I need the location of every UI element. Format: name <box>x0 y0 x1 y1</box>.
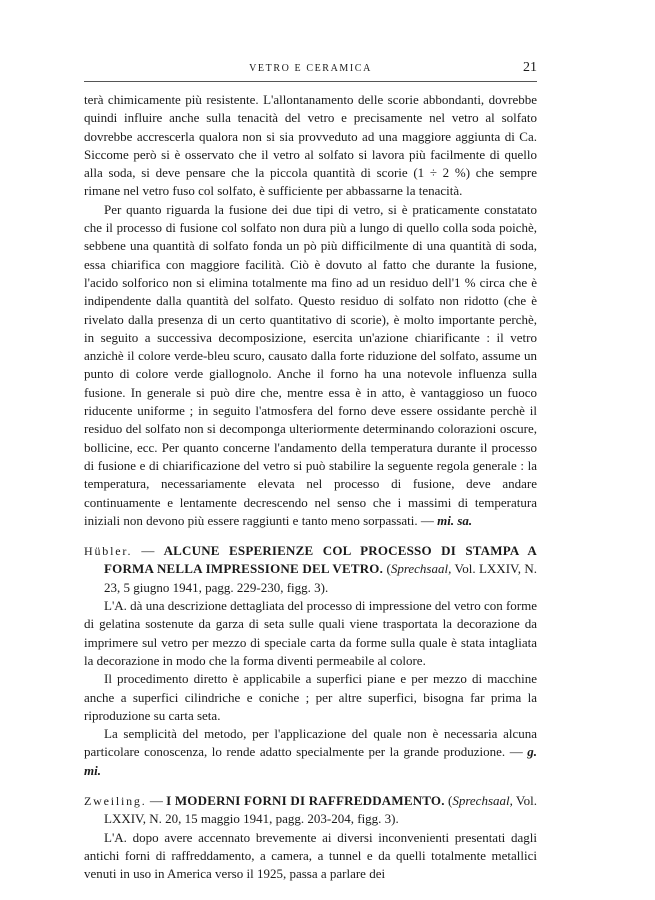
running-title: VETRO E CERAMICA <box>249 63 372 74</box>
article-paragraph <box>84 201 537 530</box>
review-heading <box>84 792 537 829</box>
review-paragraph: Il procedimento diretto è applicabile a superfici piane e per mezzo di macchine anche a superfici cilindriche e coniche ; per altre superfici, bisogna far prima la riproduzione su carta seta. <box>84 671 537 723</box>
source-open: ( <box>447 792 453 808</box>
review-paragraph: L'A. dà una descrizione dettagliata del processo di impressione del vetro con forme di gelatina sostenute da garza di seta sulle quali viene trasportata la decorazione da imprimere sul vetro per mezzo di speciale carta da forme sulla quale è stata intagliata la decorazione in modo che la forma diventi permeabile al colore. <box>84 598 537 668</box>
journal-name: Sprechsaal, <box>390 561 452 577</box>
reviewer-initials: g. mi. <box>84 744 537 778</box>
journal-name: Sprechsaal, <box>452 792 513 808</box>
review-author: Zweiling. <box>84 793 147 808</box>
paragraph-text: La semplicità del metodo, per l'applicazione del quale non è necessaria alcuna particolare conoscenza, lo rende adatto specialmente per la grande produzione. — <box>84 726 537 760</box>
heading-dash: — <box>149 792 163 808</box>
citation: Vol. LXXIV, N. 23, 5 giugno 1941, pagg. 229-230, figg. 3). <box>104 561 538 595</box>
source-open: ( <box>386 561 391 577</box>
paragraph-text: Per quanto riguarda la fusione dei due tipi di vetro, si è praticamente constatato che il processo di fusione col solfato non dura più a lungo di quello colla soda poichè, sebbene una quantità di solfato fonda un pò più difficilmente di una quantità di soda, essa chiarifica con maggiore facilità. Ciò è dovuto al fatto che durante la fusione, l'acido solforico non si elimina totalmente ma fino ad un residuo dell'1 % circa che è indipendente dalla quantità del solfato. Questo residuo di solfato non ridotto (che è rivelato dalla presenza di un certo quantitativo di scorie), è molto importante perchè, in seguito a successiva decomposizione, esercita un'azione chiarificante : il vetro anzichè il colore verde-bleu scuro, causato dalla forte riduzione del solfato, assume un punto di colore verde giallognolo. Anche il forno ha una notevole influenza sulla fusione. In generale si può dire che, mentre essa è in atto, è vantaggioso un fuoco riducente uniforme ; in seguito l'atmosfera del forno deve essere ossidante perchè il residuo del solfato non si decomponga ulteriormente determinando colorazioni oscure, bollicine, ecc. Per quanto concerne l'andamento della temperatura durante il processo di fusione e di chiarificazione del vetro si può stabilire la seguente regola generale : la temperatura, necessariamente elevata nel processo di fusione, deve andare continuamente e lentamente decrescendo nel senso che i massimi di temperatura iniziali non devono più essere raggiunti e tanto meno sorpassati. — <box>84 201 537 528</box>
citation: Vol. LXXIV, N. 20, 15 maggio 1941, pagg. 203-204, figg. 3). <box>104 792 537 827</box>
body-text <box>84 91 537 883</box>
page-number: 21 <box>523 60 537 75</box>
running-header <box>84 59 537 82</box>
review-heading <box>84 542 537 597</box>
review-paragraph <box>84 725 537 780</box>
review-author: Hübler. <box>84 544 133 559</box>
review-title: I MODERNI FORNI DI RAFFREDDAMENTO. <box>166 792 445 808</box>
heading-dash: — <box>141 543 155 559</box>
review-paragraph: L'A. dopo avere accennato brevemente ai diversi inconvenienti presentati dagli antichi forni di raffreddamento, a camera, a tunnel e da quelli totalmente metallici venuti in uso in America verso il 1925, passa a parlare dei <box>84 829 537 882</box>
reviewer-initials: mi. sa. <box>437 512 473 528</box>
article-paragraph: terà chimicamente più resistente. L'allontanamento delle scorie abbondanti, dovrebbe quindi influire anche sulla tenacità del vetro e precisamente nel vetro al solfato dovrebbe accrescerla qualora non si sia provveduto ad una maggiore aggiunta di Ca. Siccome però si è osservato che il vetro al solfato si lavora più facilmente di quello alla soda, si deve pensare che la piccola quantità di scorie (1 ÷ 2 %) che sempre rimane nel vetro fuso col solfato, è sufficiente per abbassarne la tenacità. <box>84 92 537 199</box>
review-title: ALCUNE ESPERIENZE COL PROCESSO DI STAMPA A FORMA NELLA IMPRESSIONE DEL VETRO. <box>104 543 538 577</box>
